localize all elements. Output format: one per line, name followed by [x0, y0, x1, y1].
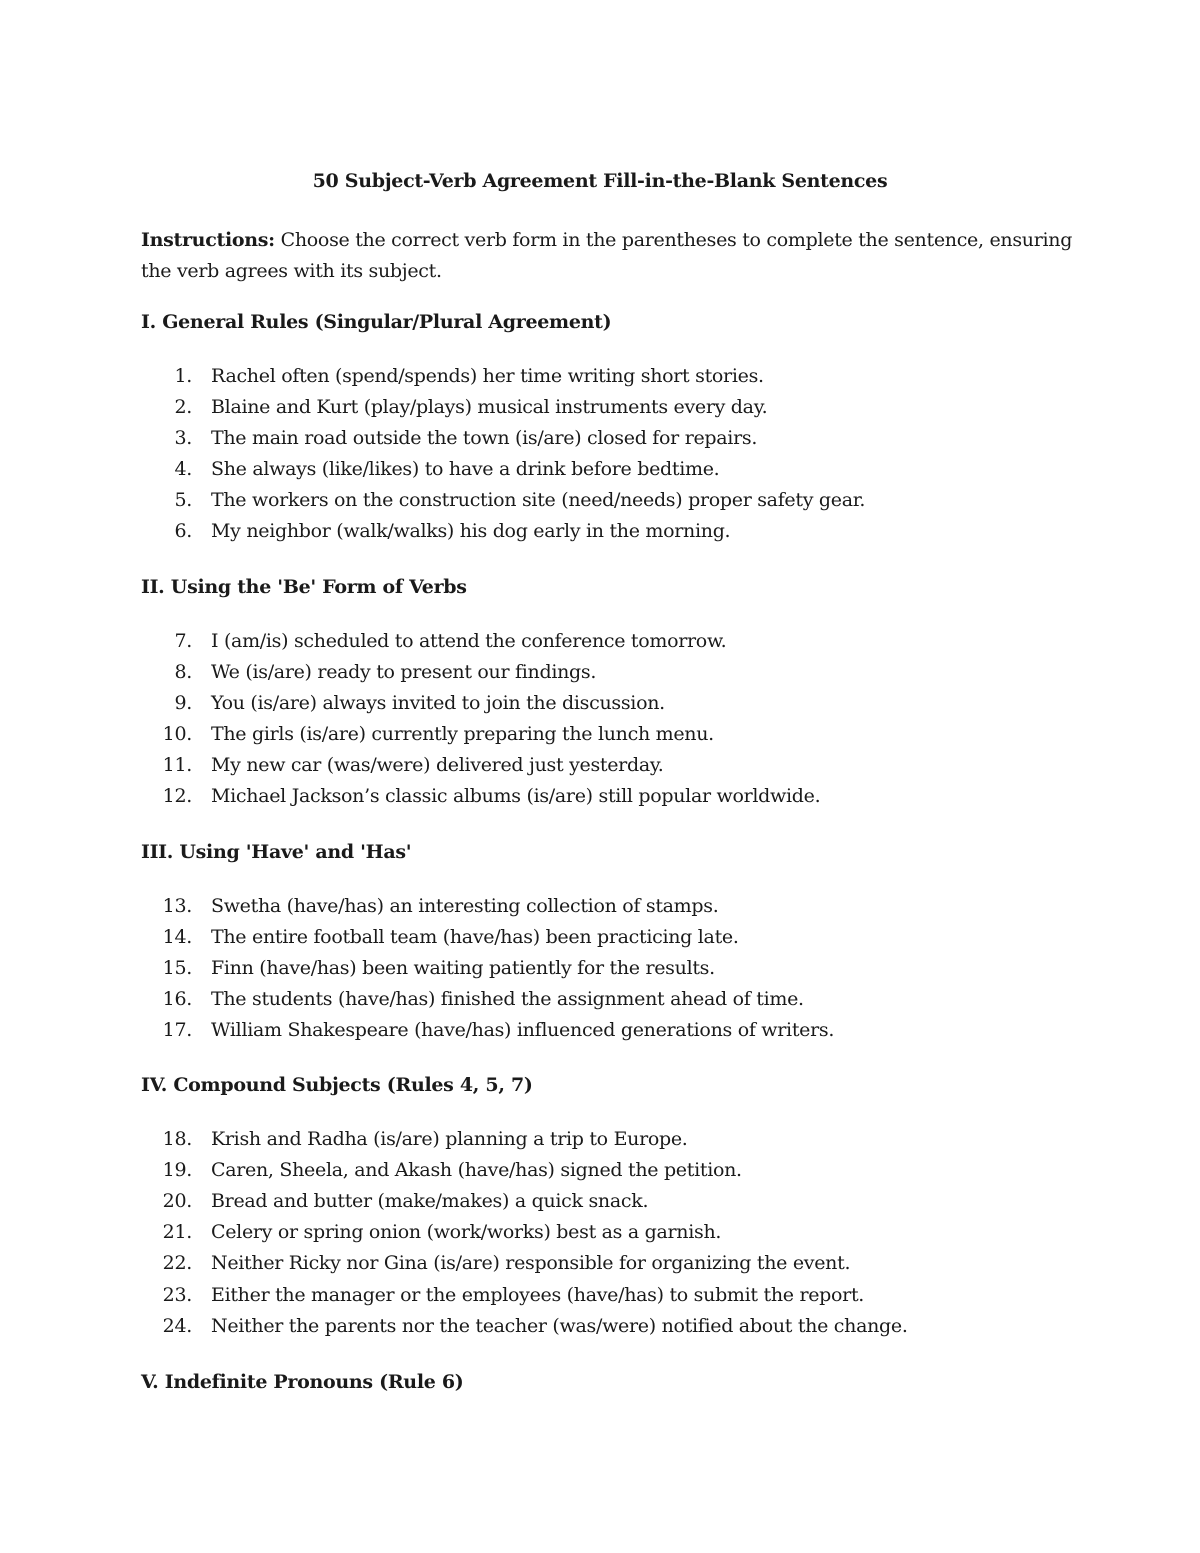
list-item [0, 692, 1200, 723]
list-item [0, 988, 1200, 1019]
instructions [141, 225, 1076, 287]
list-item [0, 1159, 1200, 1190]
item-text: Neither Ricky nor Gina (is/are) responsible for organizing the event. [211, 1252, 851, 1274]
item-text: The girls (is/are) currently preparing the lunch menu. [211, 723, 714, 745]
item-text: Either the manager or the employees (have/has) to submit the report. [211, 1284, 865, 1306]
list-item [0, 1284, 1200, 1315]
list-item [0, 926, 1200, 957]
item-text: The workers on the construction site (need/needs) proper safety gear. [211, 489, 866, 511]
item-number: 11. [162, 754, 192, 776]
item-number: 5. [174, 489, 192, 511]
section-heading: II. Using the 'Be' Form of Verbs [141, 576, 467, 598]
instructions-label: Instructions: [141, 229, 275, 251]
item-number: 21. [162, 1221, 192, 1243]
item-text: Caren, Sheela, and Akash (have/has) signed the petition. [211, 1159, 742, 1181]
item-number: 22. [162, 1252, 192, 1274]
item-text: The main road outside the town (is/are) closed for repairs. [211, 427, 758, 449]
item-number: 20. [162, 1190, 192, 1212]
item-number: 15. [162, 957, 192, 979]
item-text: William Shakespeare (have/has) influenced generations of writers. [211, 1019, 835, 1041]
section-heading: III. Using 'Have' and 'Has' [141, 841, 412, 863]
item-text: Finn (have/has) been waiting patiently for the results. [211, 957, 715, 979]
item-number: 4. [174, 458, 192, 480]
item-number: 12. [162, 785, 192, 807]
item-number: 2. [174, 396, 192, 418]
list-item [0, 427, 1200, 458]
item-text: Neither the parents nor the teacher (was/were) notified about the change. [211, 1315, 908, 1337]
item-number: 17. [162, 1019, 192, 1041]
item-number: 8. [174, 661, 192, 683]
list-item [0, 957, 1200, 988]
list-item [0, 1252, 1200, 1283]
item-text: My new car (was/were) delivered just yesterday. [211, 754, 664, 776]
section-heading: IV. Compound Subjects (Rules 4, 5, 7) [141, 1074, 533, 1096]
list-item [0, 1190, 1200, 1221]
list-item [0, 723, 1200, 754]
item-text: You (is/are) always invited to join the discussion. [211, 692, 665, 714]
list-item [0, 1315, 1200, 1346]
item-number: 7. [174, 630, 192, 652]
list-item [0, 458, 1200, 489]
section-heading: I. General Rules (Singular/Plural Agreement) [141, 311, 612, 333]
item-number: 18. [162, 1128, 192, 1150]
list-item [0, 396, 1200, 427]
item-number: 16. [162, 988, 192, 1010]
section-heading: V. Indefinite Pronouns (Rule 6) [141, 1371, 464, 1393]
item-text: I (am/is) scheduled to attend the conference tomorrow. [211, 630, 727, 652]
list-item [0, 365, 1200, 396]
item-number: 13. [162, 895, 192, 917]
item-number: 3. [174, 427, 192, 449]
item-number: 23. [162, 1284, 192, 1306]
list-item [0, 489, 1200, 520]
item-text: Bread and butter (make/makes) a quick snack. [211, 1190, 649, 1212]
list-item [0, 661, 1200, 692]
item-text: She always (like/likes) to have a drink before bedtime. [211, 458, 720, 480]
list-item [0, 1128, 1200, 1159]
item-number: 9. [174, 692, 192, 714]
list-item [0, 895, 1200, 926]
item-text: Blaine and Kurt (play/plays) musical instruments every day. [211, 396, 768, 418]
item-text: My neighbor (walk/walks) his dog early in the morning. [211, 520, 731, 542]
item-text: The students (have/has) finished the assignment ahead of time. [211, 988, 804, 1010]
list-item [0, 520, 1200, 551]
item-number: 1. [174, 365, 192, 387]
item-number: 19. [162, 1159, 192, 1181]
item-text: We (is/are) ready to present our findings. [211, 661, 597, 683]
document-title: 50 Subject-Verb Agreement Fill-in-the-Blank Sentences [312, 170, 888, 192]
item-text: Swetha (have/has) an interesting collection of stamps. [211, 895, 719, 917]
item-number: 14. [162, 926, 192, 948]
list-item [0, 754, 1200, 785]
list-item [0, 1221, 1200, 1252]
item-text: The entire football team (have/has) been practicing late. [211, 926, 739, 948]
item-number: 10. [162, 723, 192, 745]
item-text: Celery or spring onion (work/works) best as a garnish. [211, 1221, 722, 1243]
item-text: Michael Jackson’s classic albums (is/are) still popular worldwide. [211, 785, 821, 807]
list-item [0, 630, 1200, 661]
item-number: 24. [162, 1315, 192, 1337]
list-item [0, 1019, 1200, 1050]
item-text: Krish and Radha (is/are) planning a trip to Europe. [211, 1128, 688, 1150]
item-number: 6. [174, 520, 192, 542]
instructions-text: Choose the correct verb form in the parentheses to complete the sentence, ensuring the verb agrees with its subject. [141, 229, 1073, 282]
item-text: Rachel often (spend/spends) her time writing short stories. [211, 365, 764, 387]
list-item [0, 785, 1200, 816]
